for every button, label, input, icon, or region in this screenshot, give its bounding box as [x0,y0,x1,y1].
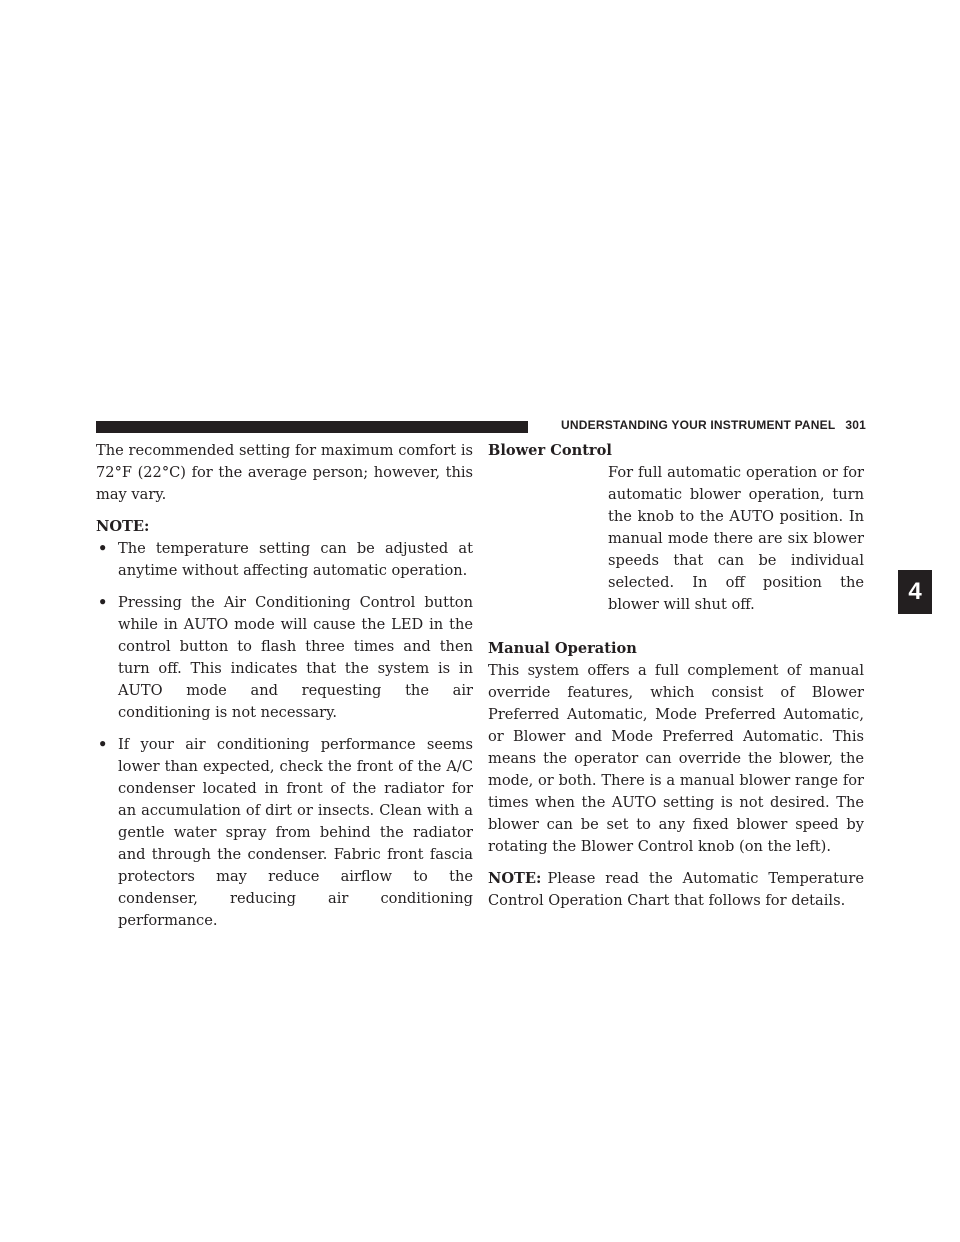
left-column [96,440,473,932]
list-item-text: If your air conditioning performance seems lower than expected, check the front of the A/C condenser located in front of the radiator for an accumulation of dirt or insects. Clean with a gentle water spray from behind the radiator and through the condenser. Fabric front fascia protectors may reduce airflow to the condenser, reducing air conditioning performance. [118,736,473,929]
list-item-text: The temperature setting can be adjusted at anytime without affecting automatic operation. [118,540,473,579]
bullet-icon: • [98,594,108,611]
list-item [96,734,473,932]
note-label: NOTE: [96,518,150,535]
running-header [536,418,866,432]
note-text: Please read the Automatic Temperature Control Operation Chart that follows for details. [488,870,864,909]
chapter-tab: 4 [898,570,932,614]
right-column [488,440,864,912]
blower-control-text: For full automatic operation or for automatic blower operation, turn the knob to the AUTO position. In manual mode there are six blower speeds that can be individual selected. In off position the blower will shut off. [608,464,864,613]
list-item-text: Pressing the Air Conditioning Control button while in AUTO mode will cause the LED in the control button to flash three times and then turn off. This indicates that the system is in AUTO mode and requesting the air conditioning is not necessary. [118,594,473,721]
header-rule [96,421,528,433]
comfort-paragraph: The recommended setting for maximum comfort is 72°F (22°C) for the average person; however, this may vary. [96,442,473,503]
page-number: 301 [845,418,866,432]
bullet-icon: • [98,540,108,557]
blower-control-heading: Blower Control [488,442,612,459]
bullet-icon: • [98,736,108,753]
list-item [96,538,473,582]
section-title: UNDERSTANDING YOUR INSTRUMENT PANEL [561,418,836,432]
manual-operation-heading: Manual Operation [488,640,637,657]
manual-operation-text: This system offers a full complement of manual override features, which consist of Blower Preferred Automatic, Mode Preferred Automatic, or Blower and Mode Preferred Automatic. This means the operator can override the blower, the mode, or both. There is a manual blower range for times when the AUTO setting is not desired. The blower can be set to any fixed blower speed by rotating the Blower Control knob (on the left). [488,662,864,855]
list-item [96,592,473,724]
note-label: NOTE: [488,870,542,887]
note-paragraph [488,868,864,912]
